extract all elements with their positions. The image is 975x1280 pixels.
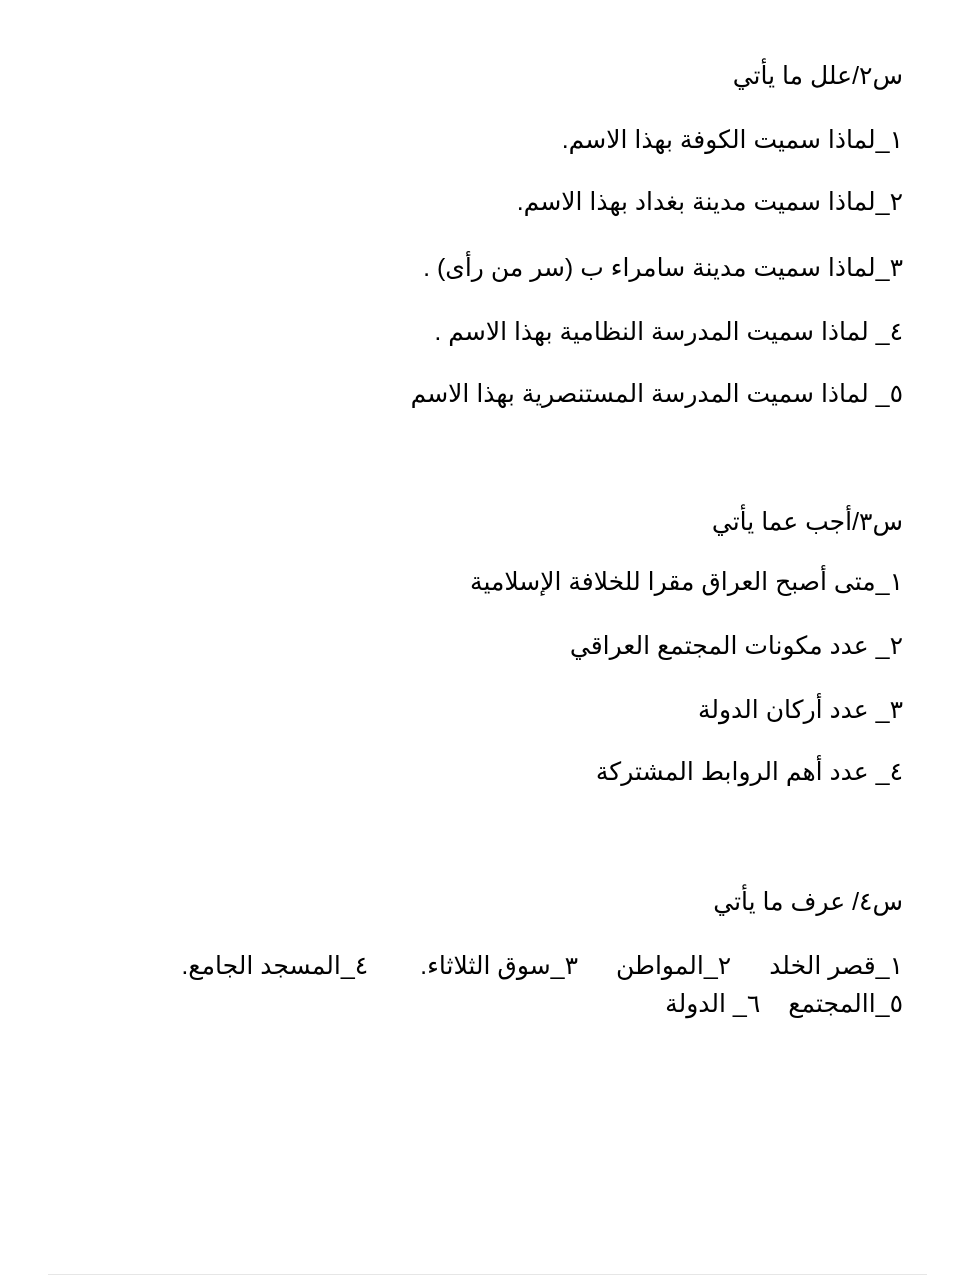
q2-title: س٢/علل ما يأتي <box>732 62 903 90</box>
q3-item-1: ١_متى أصبح العراق مقرا للخلافة الإسلامية <box>470 568 903 596</box>
q4-terms-row-2 <box>665 988 903 1020</box>
page-bottom-divider <box>48 1274 927 1275</box>
q2-item-1: ١_لماذا سميت الكوفة بهذا الاسم. <box>561 126 903 154</box>
q4-term-3: ٣_سوق الثلاثاء. <box>420 952 579 980</box>
q4-title: س٤/ عرف ما يأتي <box>713 888 903 916</box>
q2-item-2: ٢_لماذا سميت مدينة بغداد بهذا الاسم. <box>516 188 903 216</box>
q4-terms-row-1 <box>181 950 903 982</box>
q4-term-6: ٦_ الدولة <box>665 990 761 1018</box>
q3-item-3: ٣_ عدد أركان الدولة <box>697 696 903 724</box>
q3-item-4: ٤_ عدد أهم الروابط المشتركة <box>595 758 903 786</box>
q4-term-5: ٥_االمجتمع <box>788 990 903 1018</box>
q3-title: س٣/أجب عما يأتي <box>711 508 903 536</box>
q4-term-4: ٤_المسجد الجامع. <box>181 952 369 980</box>
q4-term-1: ١_قصر الخلد <box>769 952 903 980</box>
q4-term-2: ٢_المواطن <box>616 952 732 980</box>
q2-item-3: ٣_لماذا سميت مدينة سامراء ب (سر من رأى) . <box>423 254 903 282</box>
q2-item-5: ٥_ لماذا سميت المدرسة المستنصرية بهذا الاسم <box>410 380 903 408</box>
q2-item-4: ٤_ لماذا سميت المدرسة النظامية بهذا الاسم . <box>434 318 903 346</box>
q3-item-2: ٢_ عدد مكونات المجتمع العراقي <box>569 632 903 660</box>
